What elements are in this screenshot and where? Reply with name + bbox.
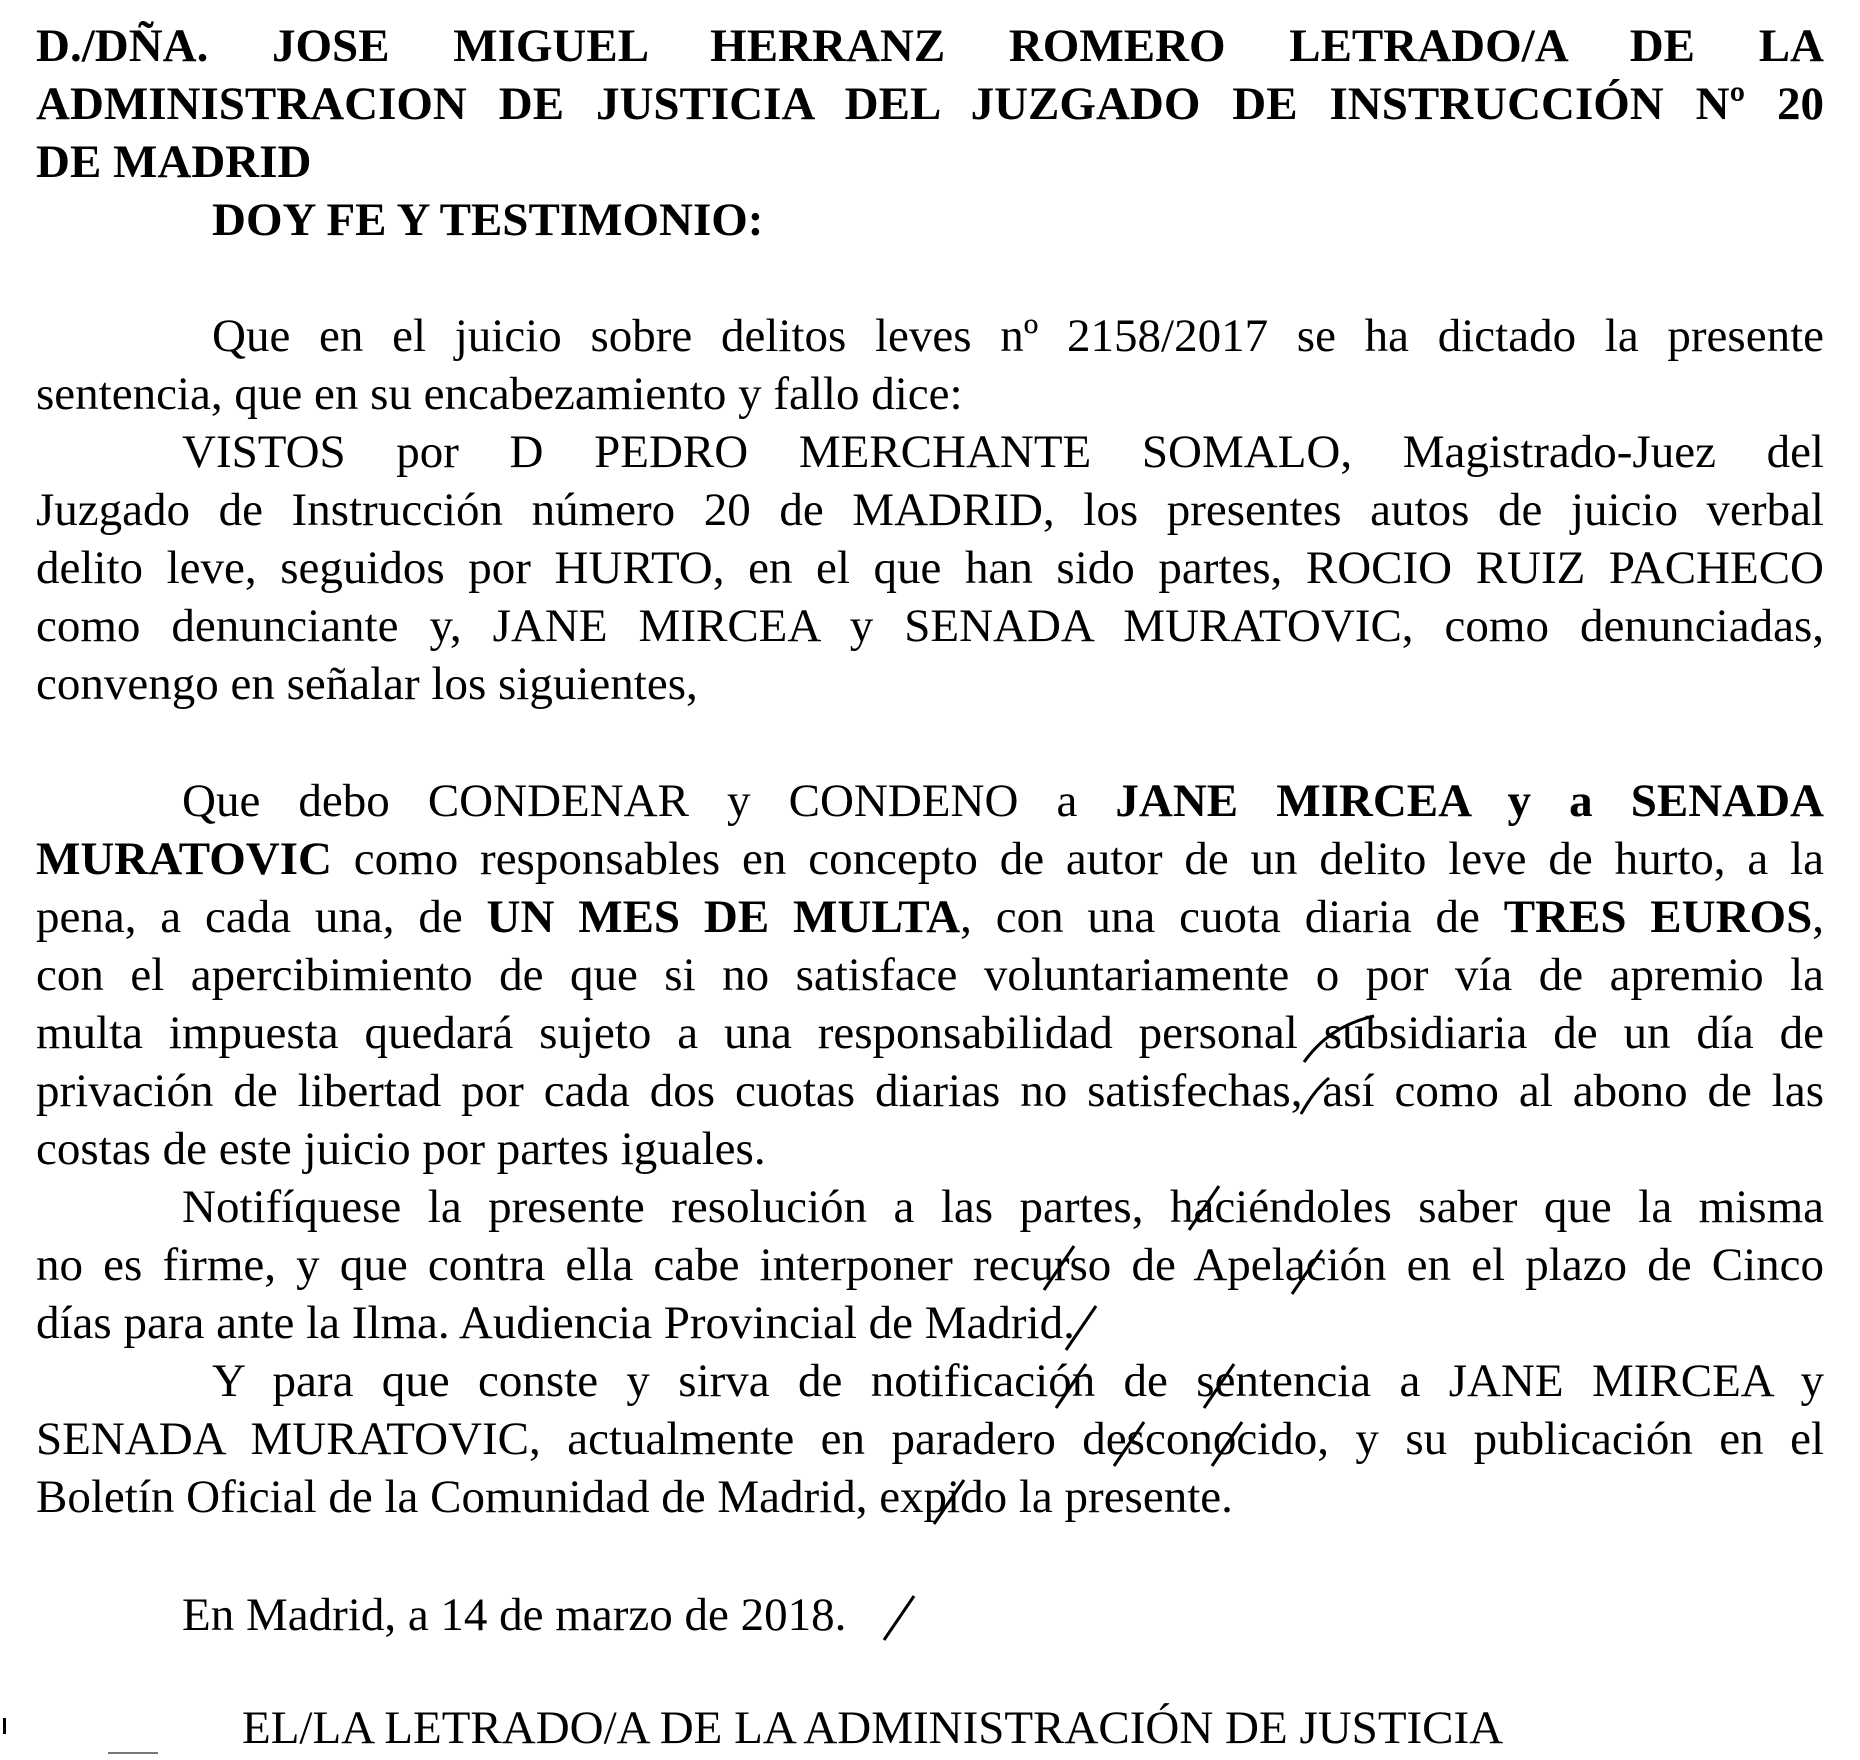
pen-stroke-mark (1295, 1070, 1335, 1120)
fallo-line-3-multa: UN MES DE MULTA (486, 891, 961, 943)
scan-speck (108, 1752, 158, 1754)
intro-line-2: sentencia, que en su encabezamiento y fallo dice: (36, 368, 963, 420)
date-line: En Madrid, a 14 de marzo de 2018. (182, 1589, 847, 1641)
pen-stroke-mark (1300, 1010, 1380, 1070)
pen-stroke-mark (880, 1590, 920, 1646)
header-line-1: D./DÑA. JOSE MIGUEL HERRANZ ROMERO LETRADO/A DE LA (36, 20, 1824, 72)
fallo-line-5: multa impuesta quedará sujeto a una responsabilidad personal subsidiaria de un día de (36, 1007, 1824, 1059)
pen-stroke-mark (1200, 1358, 1240, 1414)
pen-stroke-mark (1185, 1180, 1225, 1236)
fallo-line-3-euros: TRES EUROS (1503, 891, 1813, 943)
fallo-line-1 (182, 773, 1824, 829)
pen-stroke-mark (1040, 1240, 1080, 1296)
fallo-line-3 (36, 889, 1824, 945)
fallo-line-3-e: , (1812, 891, 1824, 943)
notif-line-2: no es firme, y que contra ella cabe interponer recurso de Apelación en el plazo de Cinco (36, 1239, 1824, 1291)
intro-line-1: Que en el juicio sobre delitos leves nº 2158/2017 se ha dictado la presente (212, 310, 1824, 362)
doy-fe-heading: DOY FE Y TESTIMONIO: (212, 194, 764, 246)
fallo-line-3-c: , con una cuota diaria de (960, 891, 1504, 943)
vistos-line-1: VISTOS por D PEDRO MERCHANTE SOMALO, Magistrado-Juez del (182, 426, 1824, 478)
header-line-3: DE MADRID (36, 136, 312, 188)
header-line-2: ADMINISTRACION DE JUSTICIA DEL JUZGADO DE INSTRUCCIÓN Nº 20 (36, 78, 1824, 130)
pen-stroke-mark (1208, 1416, 1248, 1472)
fallo-line-1-bold: JANE MIRCEA y a SENADA (1115, 775, 1824, 827)
scan-speck (3, 1718, 6, 1734)
vistos-line-4: como denunciante y, JANE MIRCEA y SENADA MURATOVIC, como denunciadas, (36, 600, 1824, 652)
vistos-line-2: Juzgado de Instrucción número 20 de MADRID, los presentes autos de juicio verbal (36, 484, 1824, 536)
notif-line-1: Notifíquese la presente resolución a las partes, haciéndoles saber que la misma (182, 1181, 1824, 1233)
notif-line-3: días para ante la Ilma. Audiencia Provincial de Madrid. (36, 1297, 1075, 1349)
pen-stroke-mark (1288, 1244, 1328, 1300)
conste-line-1: Y para que conste y sirva de notificación de sentencia a JANE MIRCEA y (212, 1355, 1824, 1407)
conste-line-2: SENADA MURATOVIC, actualmente en paradero desconocido, y su publicación en el (36, 1413, 1824, 1465)
fallo-line-7: costas de este juicio por partes iguales. (36, 1123, 766, 1175)
conste-line-3: Boletín Oficial de la Comunidad de Madrid, expido la presente. (36, 1471, 1233, 1523)
fallo-line-3-a: pena, a cada una, de (36, 891, 487, 943)
fallo-line-2 (36, 831, 1824, 887)
fallo-line-2-normal: como responsables en concepto de autor de un delito leve de hurto, a la (331, 833, 1824, 885)
pen-stroke-mark (930, 1474, 970, 1530)
vistos-line-3: delito leve, seguidos por HURTO, en el que han sido partes, ROCIO RUIZ PACHECO (36, 542, 1824, 594)
pen-stroke-mark (1110, 1416, 1150, 1472)
fallo-line-2-bold: MURATOVIC (36, 833, 332, 885)
pen-stroke-mark (1062, 1300, 1102, 1356)
fallo-line-6: privación de libertad por cada dos cuotas diarias no satisfechas, así como al abono de las (36, 1065, 1824, 1117)
fallo-line-4: con el apercibimiento de que si no satisface voluntariamente o por vía de apremio la (36, 949, 1824, 1001)
vistos-line-5: convengo en señalar los siguientes, (36, 658, 698, 710)
signature-caption: EL/LA LETRADO/A DE LA ADMINISTRACIÓN DE JUSTICIA (242, 1702, 1504, 1754)
fallo-line-1-normal: Que debo CONDENAR y CONDENO a (182, 775, 1116, 827)
pen-stroke-mark (1052, 1358, 1092, 1414)
